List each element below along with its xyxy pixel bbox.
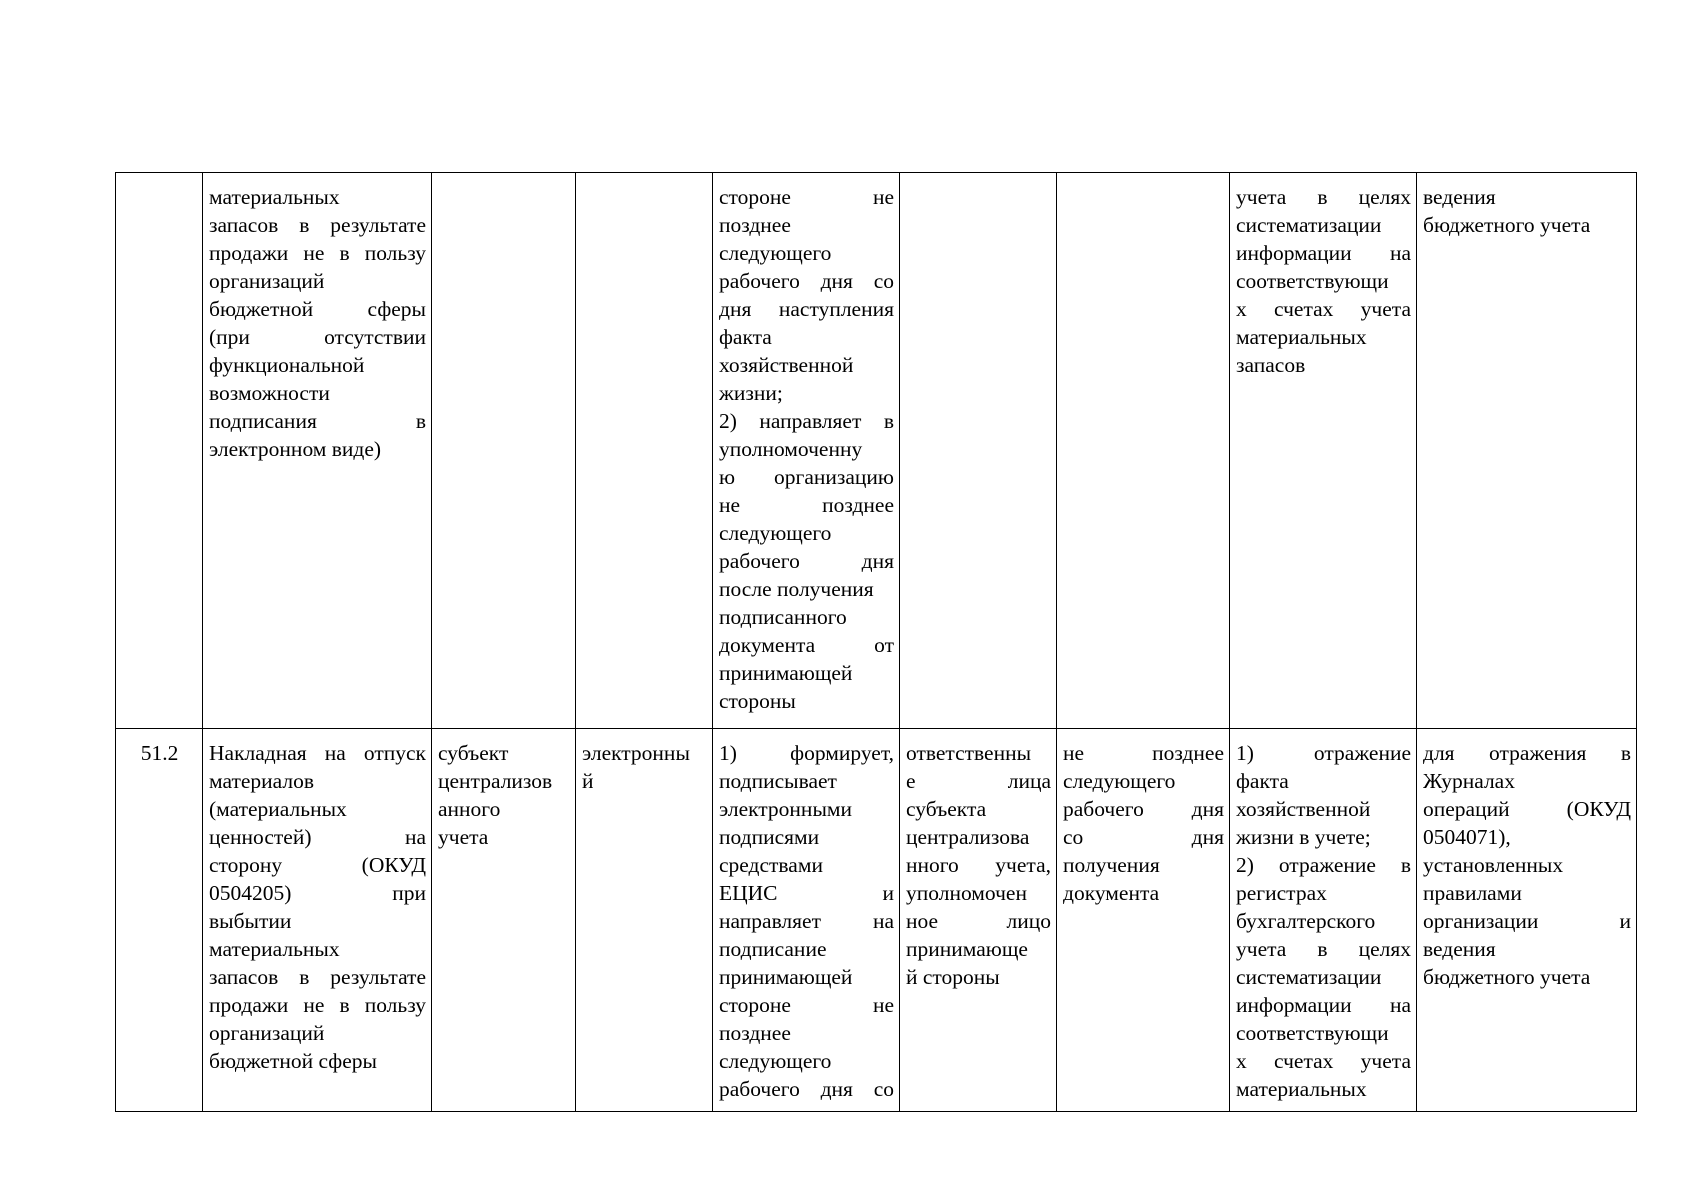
cell-text-line: дня наступления xyxy=(719,297,894,321)
cell-text-line: 2) отражение в xyxy=(1236,853,1411,877)
cell-text-line: рабочего дня со xyxy=(719,1077,894,1101)
purpose-cell xyxy=(1230,729,1417,1112)
cell-text-line: бюджетной сферы xyxy=(209,297,426,321)
cell-text-line: принимающей xyxy=(719,965,853,989)
actions-cell xyxy=(713,729,900,1112)
table-row xyxy=(116,729,1637,1112)
cell-text-line: материальных xyxy=(209,937,340,961)
cell-text-line: (при отсутствии xyxy=(209,325,426,349)
cell-text-line: подписание xyxy=(719,937,827,961)
cell-text-line: бухгалтерского xyxy=(1236,909,1376,933)
cell-text-line: рабочего дня со xyxy=(719,269,894,293)
cell-text-line: х счетах учета xyxy=(1236,297,1411,321)
cell-text-line: со дня xyxy=(1063,825,1224,849)
cell-text-line: бюджетного учета xyxy=(1423,965,1591,989)
cell-text-line: средствами xyxy=(719,853,823,877)
cell-text-line: рабочего дня xyxy=(1063,797,1224,821)
cell-text-line: централизов xyxy=(438,769,553,793)
cell-text-line: ведения xyxy=(1423,185,1496,209)
cell-text-line: жизни; xyxy=(719,381,783,405)
cell-text-line: документа xyxy=(1063,881,1160,905)
cell-text-line: установленных xyxy=(1423,853,1564,877)
cell-text-line: хозяйственной xyxy=(719,353,854,377)
cell-text-line: информации на xyxy=(1236,241,1411,265)
cell-text-line: 0504205) при xyxy=(209,881,426,905)
note-cell xyxy=(1417,729,1637,1112)
cell-text-line: соответствующи xyxy=(1236,1021,1389,1045)
table-row xyxy=(116,173,1637,729)
cell-text-line: операций (ОКУД xyxy=(1423,797,1631,821)
cell-text-line: материальных xyxy=(209,185,340,209)
cell-text-line: запасов в результате xyxy=(209,965,426,989)
cell-text-line: рабочего дня xyxy=(719,549,894,573)
cell-text-line: не позднее xyxy=(719,493,894,517)
subject-cell xyxy=(432,729,576,1112)
cell-text-line: возможности xyxy=(209,381,330,405)
cell-text-line: выбытии xyxy=(209,909,292,933)
cell-text-line: подписания в xyxy=(209,409,426,433)
cell-text-line: организаций xyxy=(209,269,325,293)
cell-text-line: позднее xyxy=(719,213,791,237)
actions-cell xyxy=(713,173,900,729)
cell-text-line: получения xyxy=(1063,853,1160,877)
cell-text-line: ное лицо xyxy=(906,909,1051,933)
cell-text-line: е лица xyxy=(906,769,1051,793)
cell-text-line: электронными xyxy=(719,797,852,821)
cell-text-line: стороны xyxy=(719,689,796,713)
cell-text-line: электронны xyxy=(582,741,690,765)
cell-text-line: ведения xyxy=(1423,937,1496,961)
cell-text-line: электронном виде) xyxy=(209,437,382,461)
cell-text-line: ценностей) на xyxy=(209,825,426,849)
cell-text-line: следующего xyxy=(719,521,832,545)
cell-text-line: хозяйственной xyxy=(1236,797,1371,821)
cell-text-line: стороне не xyxy=(719,185,894,209)
cell-text-line: функциональной xyxy=(209,353,365,377)
cell-text-line: информации на xyxy=(1236,993,1411,1017)
cell-text-line: анного xyxy=(438,797,501,821)
cell-text-line: жизни в учете; xyxy=(1236,825,1371,849)
cell-text-line: соответствующи xyxy=(1236,269,1389,293)
cell-text-line: продажи не в пользу xyxy=(209,993,426,1017)
cell-text-line: факта xyxy=(1236,769,1289,793)
cell-text-line: принимающей xyxy=(719,661,853,685)
cell-text-line: запасов xyxy=(1236,353,1306,377)
document-name-cell xyxy=(203,173,432,729)
cell-text-line: уполномочен xyxy=(906,881,1027,905)
cell-text-line: следующего xyxy=(719,241,832,265)
cell-text-line: материалов xyxy=(209,769,315,793)
cell-text-line: субъекта xyxy=(906,797,987,821)
row-number-cell xyxy=(116,173,203,729)
cell-text-line: сторону (ОКУД xyxy=(209,853,426,877)
cell-text-line: правилами xyxy=(1423,881,1522,905)
cell-text-line: ЕЦИС и xyxy=(719,881,894,905)
cell-text-line: позднее xyxy=(719,1021,791,1045)
cell-text-line: запасов в результате xyxy=(209,213,426,237)
cell-text-line: для отражения в xyxy=(1423,741,1631,765)
cell-text-line: систематизации xyxy=(1236,965,1382,989)
cell-text-line: субъект xyxy=(438,741,509,765)
cell-text-line: ю организацию xyxy=(719,465,894,489)
cell-text-line: подписями xyxy=(719,825,820,849)
responsible-cell xyxy=(900,729,1057,1112)
cell-text-line: 1) формирует, xyxy=(719,741,894,765)
cell-text-line: (материальных xyxy=(209,797,347,821)
cell-text-line: ответственны xyxy=(906,741,1032,765)
row-number-cell: 51.2 xyxy=(116,729,203,1112)
cell-text-line: следующего xyxy=(1063,769,1176,793)
cell-text-line: организации и xyxy=(1423,909,1631,933)
responsible-cell xyxy=(900,173,1057,729)
cell-text-line: не позднее xyxy=(1063,741,1224,765)
cell-text-line: регистрах xyxy=(1236,881,1327,905)
cell-text-line: документа от xyxy=(719,633,894,657)
cell-text-line: принимающе xyxy=(906,937,1028,961)
subject-cell xyxy=(432,173,576,729)
cell-text-line: стороне не xyxy=(719,993,894,1017)
deadline-cell xyxy=(1057,173,1230,729)
purpose-cell xyxy=(1230,173,1417,729)
note-cell xyxy=(1417,173,1637,729)
cell-text-line: уполномоченну xyxy=(719,437,863,461)
cell-text-line: й стороны xyxy=(906,965,1000,989)
cell-text-line: организаций xyxy=(209,1021,325,1045)
cell-text-line: 0504071), xyxy=(1423,825,1511,849)
cell-text-line: направляет на xyxy=(719,909,894,933)
cell-text-line: подписанного xyxy=(719,605,847,629)
cell-text-line: материальных xyxy=(1236,325,1367,349)
cell-text-line: учета в целях xyxy=(1236,185,1411,209)
cell-text-line: учета в целях xyxy=(1236,937,1411,961)
cell-text-line: х счетах учета xyxy=(1236,1049,1411,1073)
document-table xyxy=(115,172,1637,1112)
form-cell xyxy=(576,729,713,1112)
form-cell xyxy=(576,173,713,729)
cell-text-line: 1) отражение xyxy=(1236,741,1411,765)
cell-text-line: Накладная на отпуск xyxy=(209,741,426,765)
cell-text-line: нного учета, xyxy=(906,853,1051,877)
cell-text-line: й xyxy=(582,769,594,793)
cell-text-line: учета xyxy=(438,825,489,849)
cell-text-line: подписывает xyxy=(719,769,837,793)
cell-text-line: Журналах xyxy=(1423,769,1515,793)
cell-text-line: продажи не в пользу xyxy=(209,241,426,265)
cell-text-line: после получения xyxy=(719,577,874,601)
document-name-cell xyxy=(203,729,432,1112)
deadline-cell xyxy=(1057,729,1230,1112)
cell-text-line: бюджетной сферы xyxy=(209,1049,377,1073)
cell-text-line: следующего xyxy=(719,1049,832,1073)
cell-text-line: материальных xyxy=(1236,1077,1367,1101)
cell-text-line: централизова xyxy=(906,825,1030,849)
cell-text-line: 2) направляет в xyxy=(719,409,894,433)
cell-text-line: систематизации xyxy=(1236,213,1382,237)
cell-text-line: факта xyxy=(719,325,772,349)
cell-text-line: бюджетного учета xyxy=(1423,213,1591,237)
